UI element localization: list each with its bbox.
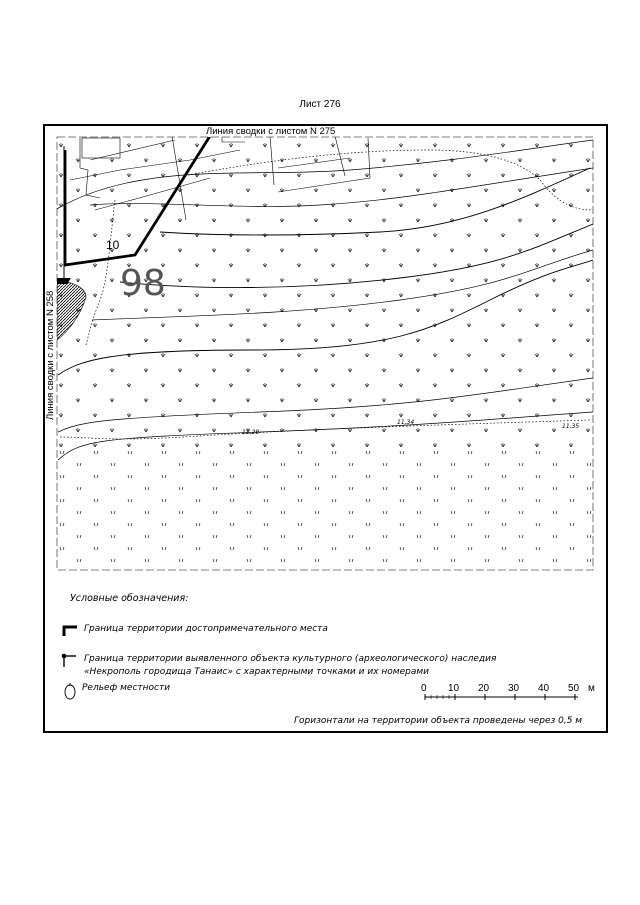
legend-item-relief	[82, 683, 170, 693]
junction-top-label: Линия сводки с листом N 275	[206, 126, 336, 137]
legend-label: Граница территории достопримечательного места	[84, 624, 328, 634]
landmark-boundary-icon	[63, 626, 77, 636]
relief-icon	[65, 683, 75, 699]
legend-heading: Условные обозначения:	[70, 593, 189, 604]
elevation-label: 11,34	[397, 419, 415, 426]
scale-tick-label: 10	[448, 683, 460, 694]
scale-unit: м	[588, 683, 595, 694]
site-number: 98	[120, 263, 166, 304]
elevation-label: 11,28	[242, 429, 260, 436]
scale-tick-label: 50	[568, 683, 580, 694]
legend-label: «Некрополь городища Танаис» с характерными точками и их номерами	[84, 667, 429, 677]
point-number: 10	[106, 238, 120, 252]
heritage-boundary-icon	[62, 654, 76, 667]
junction-left-label: Линия сводки с листом N 258	[45, 290, 56, 420]
scale-tick-label: 20	[478, 683, 490, 694]
contour-interval-note: Горизонтали на территории объекта проведены через 0,5 м	[294, 716, 583, 726]
legend-item-landmark	[84, 624, 328, 634]
scale-bar	[425, 694, 578, 700]
sheet-title: Лист 276	[299, 99, 341, 110]
scale-tick-label: 30	[508, 683, 520, 694]
legend-label: Граница территории выявленного объекта культурного (археологического) наследия	[84, 654, 497, 664]
legend-label: Рельеф местности	[82, 683, 171, 693]
scale-tick-label: 40	[538, 683, 550, 694]
scale-tick-label: 0	[421, 683, 427, 694]
meadow-symbols	[57, 445, 593, 570]
elevation-label: 11,35	[562, 423, 580, 430]
legend-item-heritage	[84, 653, 496, 679]
